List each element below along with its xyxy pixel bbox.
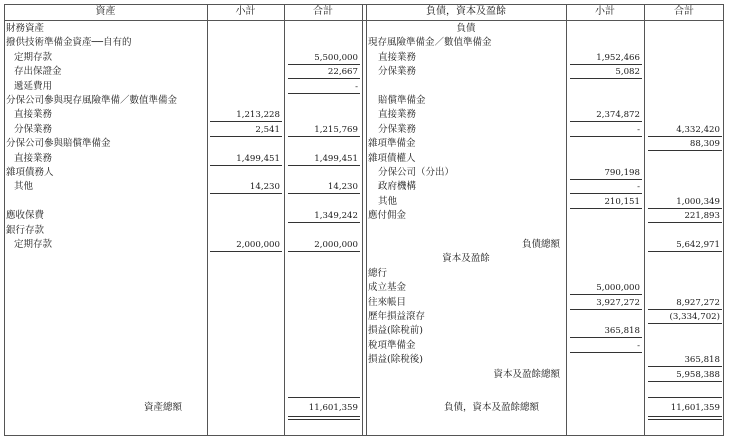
right-row-total: 221,893 bbox=[684, 211, 720, 222]
rule bbox=[210, 136, 282, 137]
rule bbox=[288, 222, 360, 223]
left-row-total: 2,000,000 bbox=[314, 240, 358, 250]
right-row-label: 直接業務 bbox=[378, 109, 417, 121]
right-row-label: 總行 bbox=[368, 267, 388, 279]
right-row-label: 分保業務 bbox=[378, 123, 417, 135]
right-row-total: 8,927,272 bbox=[676, 297, 720, 308]
left-row-label: 分保公司參與現存風險準備／數值準備金 bbox=[6, 95, 178, 106]
rule bbox=[288, 93, 360, 94]
liabilities-capital-total-value: 11,601,359 bbox=[670, 403, 720, 413]
right-row-subtotal: 790,198 bbox=[604, 168, 640, 178]
right-row-total: (3,334,702) bbox=[669, 312, 720, 322]
rule bbox=[570, 352, 642, 353]
col-line bbox=[723, 4, 724, 436]
right-row-subtotal: - bbox=[637, 124, 640, 135]
right-row-label: 雜項準備金 bbox=[368, 138, 416, 150]
right-row-total: 4,332,420 bbox=[676, 124, 720, 135]
left-row-total: - bbox=[355, 81, 358, 92]
rule bbox=[288, 136, 360, 137]
left-row-subtotal: 1,499,451 bbox=[236, 153, 280, 164]
rule bbox=[288, 416, 360, 417]
left-row-label: 定期存款 bbox=[14, 239, 53, 250]
right-row-label: 歷年損益滾存 bbox=[368, 311, 426, 322]
rule bbox=[648, 222, 722, 223]
header-rule bbox=[4, 20, 724, 21]
rule bbox=[288, 397, 360, 398]
rule bbox=[288, 419, 360, 420]
rule bbox=[648, 150, 722, 151]
rule bbox=[648, 381, 722, 382]
right-row-label: 負債 bbox=[456, 23, 476, 34]
right-row-label bbox=[368, 80, 564, 94]
rule bbox=[570, 309, 642, 310]
left-row-label: 銀行存款 bbox=[6, 224, 45, 236]
left-row-total: 22,667 bbox=[327, 67, 358, 78]
left-row-label: 雜項債務人 bbox=[6, 167, 54, 178]
right-row-label: 稅項準備金 bbox=[368, 339, 416, 351]
right-row-subtotal: 365,818 bbox=[604, 326, 640, 337]
rule bbox=[648, 251, 722, 252]
right-row-label: 成立基金 bbox=[368, 282, 407, 294]
rule bbox=[648, 397, 722, 398]
assets-total-value: 11,601,359 bbox=[308, 403, 358, 413]
right-row-subtotal: 5,000,000 bbox=[596, 283, 640, 294]
left-row-total: 1,215,769 bbox=[314, 124, 358, 135]
col-line bbox=[362, 4, 363, 436]
left-row-total: 1,349,242 bbox=[314, 211, 358, 222]
left-row-total: 14,230 bbox=[327, 182, 358, 193]
col-line bbox=[366, 4, 367, 436]
right-row-subtotal: 3,927,272 bbox=[596, 297, 640, 308]
left-row-label: 其他 bbox=[14, 181, 34, 193]
rule bbox=[648, 323, 722, 324]
left-row-label: 直接業務 bbox=[14, 109, 53, 121]
right-row-label: 其他 bbox=[378, 195, 398, 207]
right-row-label: 現存風險準備金／數值準備金 bbox=[368, 37, 492, 49]
right-row-label: 政府機構 bbox=[378, 181, 417, 193]
rule bbox=[648, 419, 722, 420]
rule bbox=[570, 78, 642, 79]
left-row-label: 撥供技術準備金資產──自有的 bbox=[6, 37, 132, 49]
left-row-total: 5,500,000 bbox=[314, 52, 358, 63]
left-row-label: 分保業務 bbox=[14, 123, 53, 135]
left-row-label: 定期存款 bbox=[14, 51, 53, 63]
right-row-label: 損益(除稅後) bbox=[368, 354, 423, 366]
col-line bbox=[207, 4, 208, 436]
right-row-label: 往來帳目 bbox=[368, 296, 407, 308]
right-row-subtotal: 2,374,872 bbox=[596, 110, 640, 121]
right-row-label bbox=[368, 224, 564, 238]
right-row-subtotal: 210,151 bbox=[604, 196, 640, 207]
left-row-label: 遞延費用 bbox=[14, 80, 53, 92]
col-line bbox=[644, 4, 645, 436]
right-row-label: 資本及盈餘總額 bbox=[493, 368, 560, 380]
right-row-label: 直接業務 bbox=[378, 51, 417, 63]
left-row-label: 存出保證金 bbox=[14, 66, 62, 78]
left-row-label bbox=[6, 195, 204, 209]
header-subtotal-right: 小計 bbox=[595, 6, 615, 17]
right-row-label: 分保公司（分出） bbox=[378, 167, 455, 178]
rule bbox=[288, 165, 360, 166]
header-assets: 資產 bbox=[95, 6, 116, 17]
left-row-subtotal: 14,230 bbox=[249, 182, 280, 193]
right-row-total: 365,818 bbox=[684, 355, 720, 366]
right-row-subtotal: - bbox=[637, 340, 640, 351]
right-row-label: 雜項債權人 bbox=[368, 152, 416, 164]
liabilities-capital-total-label: 負債，資本及盈餘總額 bbox=[444, 402, 540, 413]
right-row-total: 88,309 bbox=[689, 139, 720, 150]
right-row-total: 1,000,349 bbox=[676, 196, 720, 207]
right-row-subtotal: - bbox=[637, 182, 640, 193]
left-row-label: 應收保費 bbox=[6, 210, 45, 222]
top-border bbox=[4, 4, 724, 5]
right-row-label: 資本及盈餘 bbox=[442, 253, 490, 265]
assets-total-label: 資產總額 bbox=[144, 402, 183, 413]
col-line bbox=[566, 4, 567, 436]
right-row-label: 分保業務 bbox=[378, 66, 417, 78]
bottom-border bbox=[4, 435, 724, 436]
right-row-subtotal: 1,952,466 bbox=[596, 52, 640, 63]
header-total-left: 合計 bbox=[313, 6, 333, 17]
left-row-label: 財務資產 bbox=[6, 23, 45, 34]
rule bbox=[648, 416, 722, 417]
right-row-subtotal: 5,082 bbox=[615, 67, 640, 78]
header-subtotal-left: 小計 bbox=[235, 6, 256, 17]
rule bbox=[210, 251, 282, 252]
rule bbox=[288, 193, 360, 194]
balance-sheet bbox=[4, 4, 724, 436]
rule bbox=[288, 251, 360, 252]
right-row-label: 應付佣金 bbox=[368, 210, 407, 222]
left-row-subtotal: 1,213,228 bbox=[236, 110, 280, 121]
left-row-total: 1,499,451 bbox=[314, 153, 358, 164]
rule bbox=[570, 208, 642, 209]
left-row-label: 分保公司參與賠償準備金 bbox=[6, 138, 111, 150]
right-row-total: 5,958,388 bbox=[676, 369, 720, 380]
left-row-subtotal: 2,541 bbox=[255, 124, 280, 135]
col-line bbox=[4, 4, 5, 436]
left-row-label: 直接業務 bbox=[14, 152, 53, 164]
right-row-label: 賠償準備金 bbox=[378, 95, 426, 106]
rule bbox=[570, 136, 642, 137]
rule bbox=[210, 165, 282, 166]
right-row-label: 損益(除稅前) bbox=[368, 325, 423, 337]
col-line bbox=[284, 4, 285, 436]
right-row-total: 5,642,971 bbox=[676, 240, 720, 250]
left-row-subtotal: 2,000,000 bbox=[236, 240, 280, 250]
header-total-right: 合計 bbox=[674, 6, 694, 17]
rule bbox=[210, 193, 282, 194]
right-row-label: 負債總額 bbox=[521, 239, 560, 250]
header-liabilities: 負債，資本及盈餘 bbox=[426, 6, 506, 17]
